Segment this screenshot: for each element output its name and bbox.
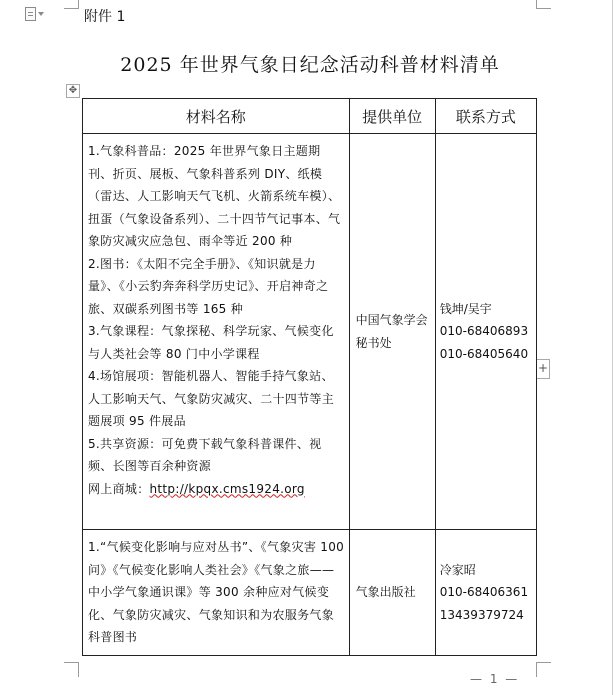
contact-person: 冷家昭 (439, 562, 476, 577)
chevron-down-icon (38, 12, 44, 16)
online-store-link[interactable]: http://kpqx.cms1924.org (149, 481, 305, 496)
materials-cell[interactable] (83, 134, 350, 530)
document-icon[interactable] (25, 6, 49, 22)
materials-cell[interactable] (83, 530, 350, 656)
table-row (83, 530, 537, 656)
material-item: 2.图书：《太阳不完全手册》、《知识就是力量》、《小云豹奔奔科学历史记》、开启神奇之旅、双碳系列图书等 165 种 (88, 256, 329, 316)
add-column-button[interactable]: + (536, 359, 550, 379)
material-item: 3.气象课程：气象探秘、科学玩家、气候变化与人类社会等 80 门中小学课程 (88, 324, 334, 361)
page-title: 2025 年世界气象日纪念活动科普材料清单 (120, 54, 500, 76)
online-store-label: 网上商城： (88, 481, 150, 496)
page-icon (25, 7, 36, 21)
provider-cell[interactable]: 中国气象学会秘书处 (349, 134, 435, 530)
page-number: — 1 — (470, 672, 520, 686)
table-row (83, 134, 537, 530)
page-corner-mark (64, 662, 79, 677)
material-item: 5.共享资源：可免费下载气象科普课件、视频、长图等百余种资源 (88, 436, 322, 473)
page-corner-mark (536, 662, 551, 677)
material-item: 1.“气候变化影响与应对丛书”、《气象灾害 100 问》《气候变化影响人类社会》《气象之旅——中小学气象通识课》等 300 余种应对气候变化、气象防灾减灾、气象知识和为农服务气象科普图书 (88, 540, 345, 644)
materials-table (82, 98, 537, 656)
contact-phone: 010-68405640 (439, 346, 529, 361)
online-store-line (88, 478, 345, 501)
page-corner-mark (64, 0, 79, 9)
header-contact: 联系方式 (435, 99, 536, 134)
annex-label: 附件 1 (84, 9, 126, 25)
page-corner-mark (536, 0, 551, 9)
contact-phone: 010-68406361 (439, 585, 529, 599)
provider-cell[interactable]: 气象出版社 (349, 530, 435, 656)
page-number-value: 1 (489, 672, 500, 686)
table-move-handle-icon[interactable]: ✥ (66, 84, 80, 98)
material-item: 4.场馆展项：智能机器人、智能手持气象站、人工影响天气、气象防灾减灾、二十四节等主题展项 95 件展品 (88, 369, 335, 428)
header-provider: 提供单位 (349, 99, 435, 134)
contact-phone: 13439379724 (439, 607, 524, 622)
page-edge (612, 0, 613, 695)
material-item: 1.气象科普品：2025 年世界气象日主题期刊、折页、展板、气象科普系列 DIY、纸模（雷达、人工影响天气飞机、火箭系统车模）、扭蛋（气象设备系列）、二十四节气记事本、气象防灾减灾应急包、雨伞等近 200 种 (88, 144, 341, 248)
table-header-row (83, 99, 537, 134)
contact-cell[interactable] (435, 530, 536, 656)
header-material-name: 材料名称 (83, 99, 350, 134)
contact-cell[interactable] (435, 134, 536, 530)
contact-phone: 010-68406893 (439, 324, 529, 339)
contact-person: 钱坤/吴宇 (439, 301, 492, 316)
